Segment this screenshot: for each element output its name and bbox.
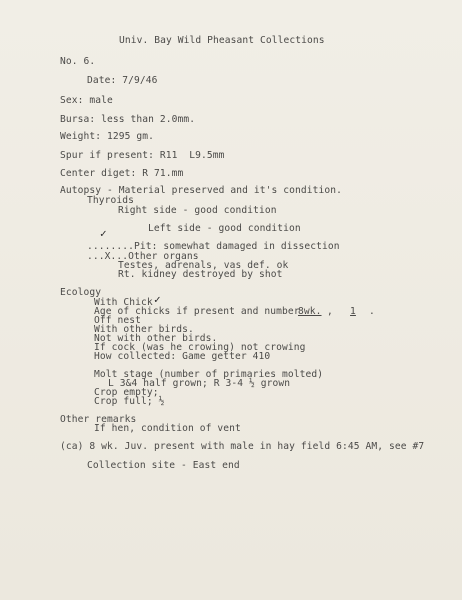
chick-number-end: .: [369, 306, 375, 317]
center-digit-field: Center diget: R 71.mm: [60, 168, 184, 179]
other-remarks-heading: Other remarks: [60, 414, 137, 425]
document-title: Univ. Bay Wild Pheasant Collections: [119, 35, 325, 46]
ecology-heading: Ecology: [60, 287, 102, 298]
thyroid-left-side: Left side - good condition: [148, 223, 301, 234]
checkmark-icon: ✓: [100, 227, 107, 240]
date-field: Date: 7/9/46: [87, 75, 158, 86]
testes-line: Testes, adrenals, vas def. ok: [118, 260, 289, 271]
if-hen-line: If hen, condition of vent: [94, 423, 241, 434]
autopsy-heading: Autopsy - Material preserved and it's condition.: [60, 185, 343, 196]
thyroid-right-side: Right side - good condition: [118, 205, 277, 216]
pituitary-line: ........Pit: somewhat damaged in dissection: [87, 241, 340, 252]
spur-field: Spur if present: R11 L9.5mm: [60, 150, 225, 161]
sex-field: Sex: male: [60, 95, 113, 106]
collection-site: Collection site - East end: [87, 460, 240, 471]
field-note: (ca) 8 wk. Juv. present with male in hay field 6:45 AM, see #7: [60, 441, 425, 452]
age-value: 8wk.: [298, 306, 322, 317]
if-cock-line: If cock (was he crowing) not crowing: [94, 342, 306, 353]
molt-detail-line: L 3&4 half grown; R 3-4 ½ grown: [108, 378, 291, 389]
molt-stage-line: Molt stage (number of primaries molted): [94, 369, 324, 380]
kidney-line: Rt. kidney destroyed by shot: [118, 269, 283, 280]
age-of-chicks-line: Age of chicks if present and number: [94, 306, 300, 317]
with-other-birds-line: With other birds.: [94, 324, 194, 335]
off-nest-line: Off nest: [94, 315, 142, 326]
thyroids-label: Thyroids: [87, 195, 135, 206]
weight-field: Weight: 1295 gm.: [60, 131, 155, 142]
not-with-other-birds-line: Not with other birds.: [94, 333, 218, 344]
chick-number-value: 1: [350, 306, 356, 317]
crop-empty-line: Crop empty;: [94, 387, 159, 398]
record-number: No. 6.: [60, 56, 96, 67]
bursa-field: Bursa: less than 2.0mm.: [60, 114, 196, 125]
other-organs-line: ...X...Other organs: [87, 251, 199, 262]
crop-full-line: Crop full; ½: [94, 396, 165, 407]
checkmark-icon: ✓: [154, 293, 161, 306]
age-separator: ,: [327, 306, 333, 317]
with-chick-line: With Chick: [94, 297, 153, 308]
how-collected-line: How collected: Game getter 410: [94, 351, 271, 362]
